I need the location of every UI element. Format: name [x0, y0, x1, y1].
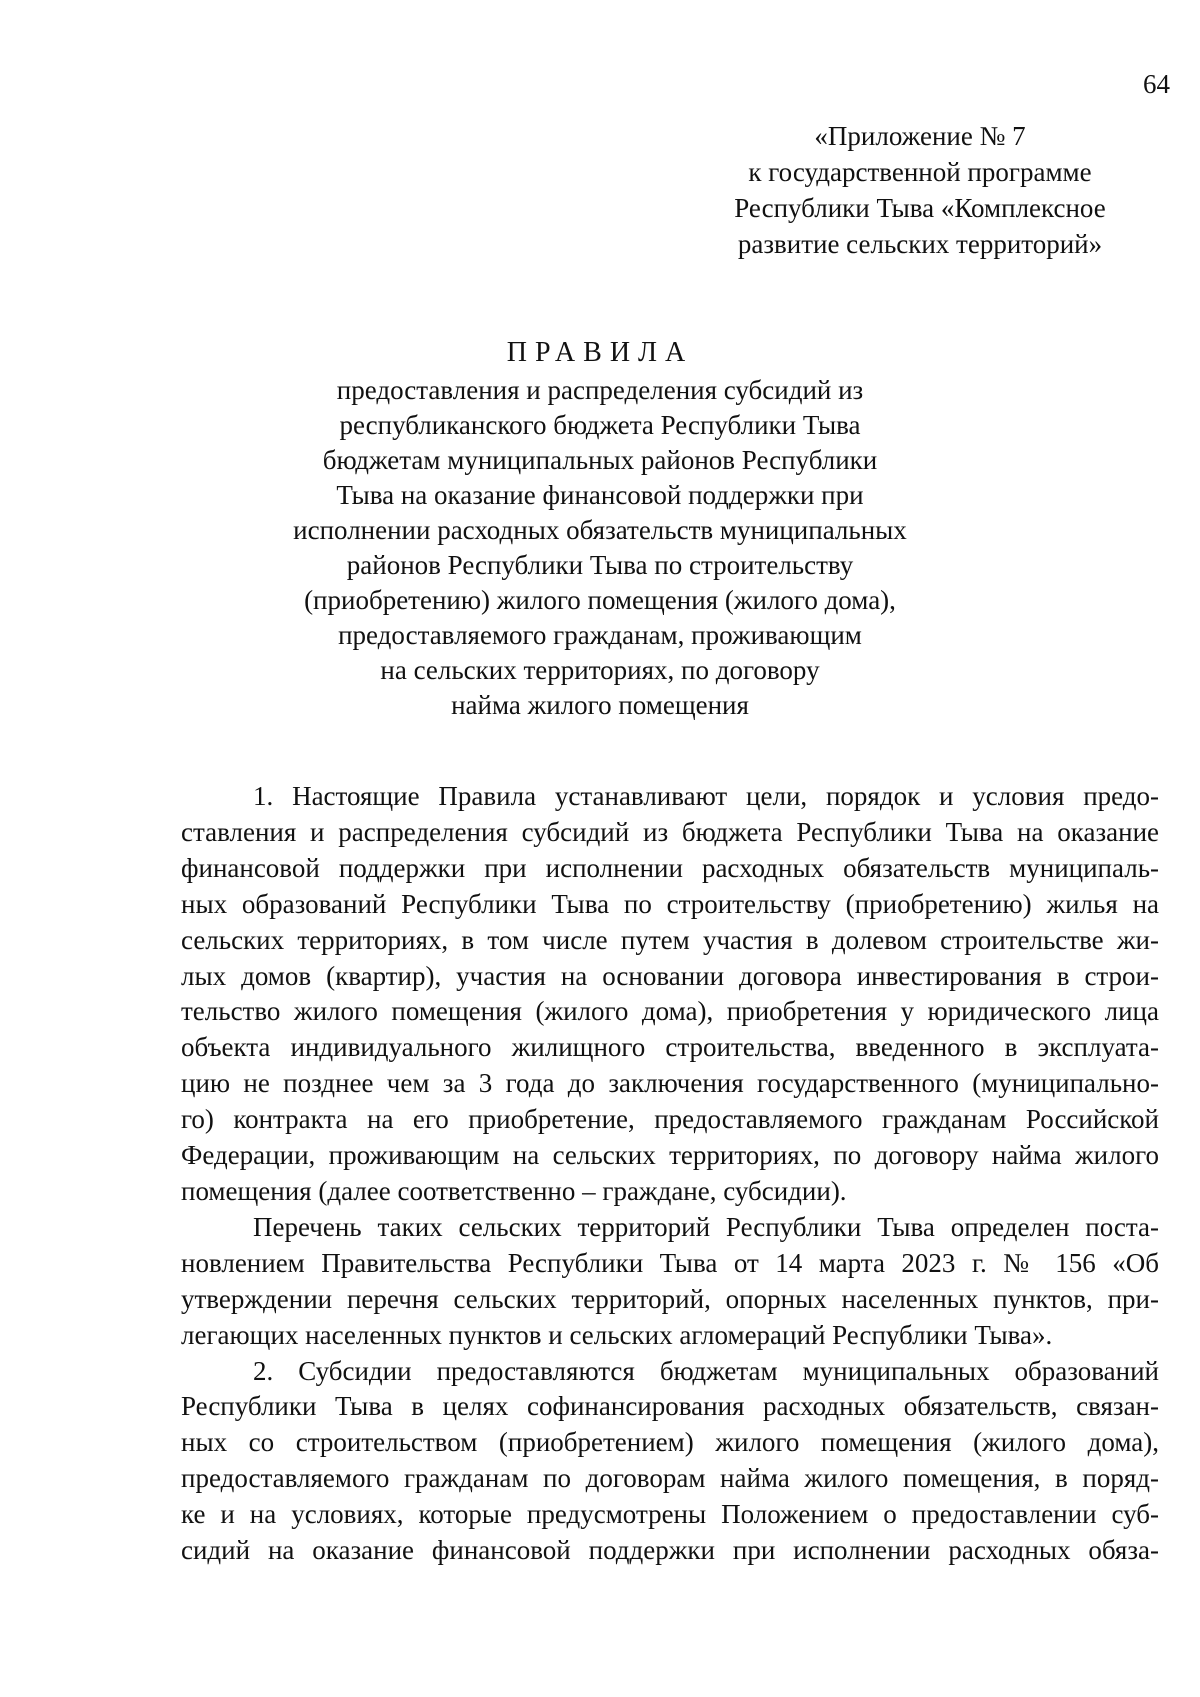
text-line: цию не позднее чем за 3 года до заключения государственного (муниципально- [181, 1068, 1159, 1099]
page-number: 64 [1143, 69, 1170, 99]
subtitle-line: исполнении расходных обязательств муниципальных [293, 515, 907, 545]
text-line: сидий на оказание финансовой поддержки при исполнении расходных обяза- [181, 1535, 1159, 1566]
subtitle-line: Тыва на оказание финансовой поддержки при [336, 480, 864, 510]
document-body [181, 779, 1159, 1569]
document-title: ПРАВИЛА [506, 337, 694, 368]
text-line: лых домов (квартир), участия на основании договора инвестирования в строи- [181, 960, 1159, 991]
text-line: Перечень таких сельских территорий Республики Тыва определен поста- [253, 1211, 1159, 1242]
appendix-line: развитие сельских территорий» [737, 229, 1103, 259]
text-line: тельство жилого помещения (жилого дома), приобретения у юридического лица [181, 996, 1159, 1027]
subtitle-line: (приобретению) жилого помещения (жилого дома), [304, 585, 896, 615]
text-line: предоставляемого гражданам по договорам найма жилого помещения, в поряд- [181, 1463, 1159, 1494]
text-line: 1. Настоящие Правила устанавливают цели, порядок и условия предо- [253, 781, 1159, 811]
paragraph-2 [181, 1210, 1159, 1354]
subtitle-line: республиканского бюджета Республики Тыва [339, 410, 861, 440]
text-line: объекта индивидуального жилищного строительства, введенного в эксплуата- [181, 1032, 1159, 1063]
text-line: го) контракта на его приобретение, предоставляемого гражданам Российской [181, 1104, 1159, 1135]
document-subtitle [250, 373, 950, 723]
text-line: ставления и распределения субсидий из бюджета Республики Тыва на оказание [181, 816, 1159, 847]
subtitle-line: бюджетам муниципальных районов Республики [322, 445, 878, 475]
subtitle-line: районов Республики Тыва по строительству [346, 550, 854, 580]
subtitle-line: на сельских территориях, по договору [380, 655, 820, 685]
subtitle-line: предоставления и распределения субсидий из [336, 375, 864, 405]
appendix-line: Республики Тыва «Комплексное [734, 193, 1106, 223]
text-line: помещения (далее соответственно – граждане, субсидии). [181, 1175, 847, 1206]
text-line: ных со строительством (приобретением) жилого помещения (жилого дома), [181, 1427, 1159, 1458]
text-line: сельских территориях, в том числе путем участия в долевом строительстве жи- [181, 924, 1159, 955]
text-line: финансовой поддержки при исполнении расходных обязательств муниципаль- [181, 852, 1159, 883]
appendix-header [700, 118, 1140, 262]
text-line: легающих населенных пунктов и сельских агломераций Республики Тыва». [181, 1319, 1053, 1350]
text-line: Республики Тыва в целях софинансирования расходных обязательств, связан- [181, 1391, 1159, 1422]
paragraph-1 [181, 779, 1159, 1210]
text-line: ных образований Республики Тыва по строительству (приобретению) жилья на [181, 888, 1159, 919]
text-line: утверждении перечня сельских территорий, опорных населенных пунктов, при- [181, 1283, 1159, 1314]
subtitle-line: найма жилого помещения [451, 690, 749, 720]
appendix-line: к государственной программе [748, 157, 1092, 187]
paragraph-3 [181, 1354, 1159, 1569]
text-line: новлением Правительства Республики Тыва от 14 марта 2023 г. № 156 «Об [181, 1247, 1159, 1278]
text-line: Федерации, проживающим на сельских территориях, по договору найма жилого [181, 1140, 1159, 1171]
subtitle-line: предоставляемого гражданам, проживающим [338, 620, 862, 650]
appendix-line: «Приложение № 7 [814, 121, 1026, 151]
text-line: 2. Субсидии предоставляются бюджетам муниципальных образований [253, 1355, 1159, 1386]
text-line: ке и на условиях, которые предусмотрены Положением о предоставлении суб- [181, 1499, 1159, 1530]
